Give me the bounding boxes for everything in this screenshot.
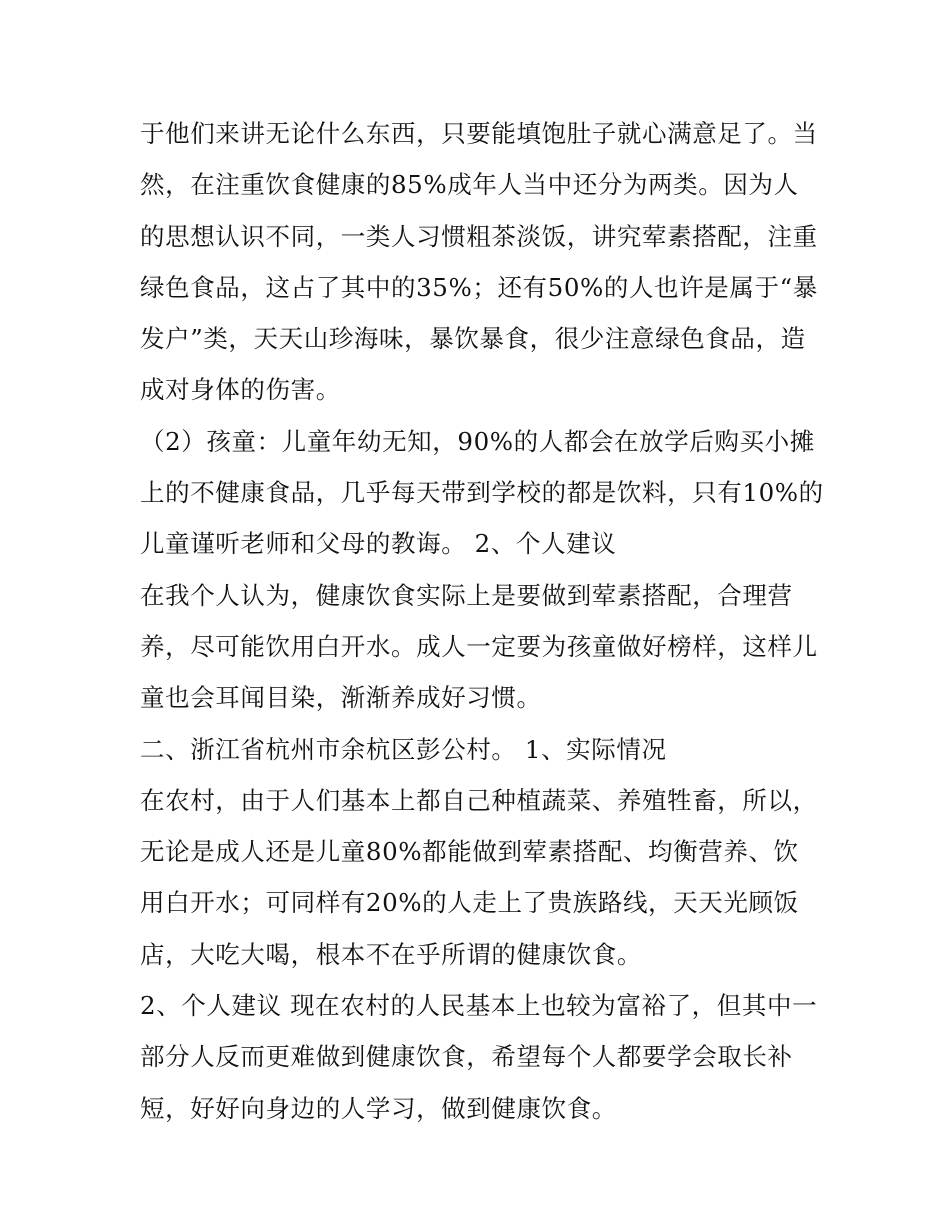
- text-line: （2）孩童：儿童年幼无知，90%的人都会在放学后购买小摊: [140, 426, 815, 456]
- text-line: 在我个人认为，健康饮食实际上是要做到荤素搭配，合理营: [140, 580, 793, 610]
- document-body: [140, 108, 824, 1134]
- text-line: 2、个人建议 现在农村的人民基本上也较为富裕了，但其中一: [140, 991, 818, 1021]
- text-line: 店，大吃大喝，根本不在乎所谓的健康饮食。: [140, 939, 642, 969]
- text-line: 短，好好向身边的人学习，做到健康饮食。: [140, 1093, 617, 1123]
- text-line: 用白开水；可同样有20%的人走上了贵族路线，天天光顾饭: [140, 888, 799, 918]
- text-line: 然，在注重饮食健康的85%成年人当中还分为两类。因为人: [140, 170, 799, 200]
- text-line: 绿色食品，这占了其中的35%；还有50%的人也许是属于“暴: [140, 272, 818, 302]
- text-line: 发户”类，天天山珍海味，暴饮暴食，很少注意绿色食品，造: [140, 324, 806, 354]
- text-line: 在农村，由于人们基本上都自己种植蔬菜、养殖牲畜，所以，: [140, 785, 818, 815]
- text-line: 成对身体的伤害。: [140, 375, 341, 405]
- text-line: 无论是成人还是儿童80%都能做到荤素搭配、均衡营养、饮: [140, 837, 799, 867]
- text-line: 儿童谨听老师和父母的教诲。 2、个人建议: [140, 529, 617, 559]
- text-line: 的思想认识不同，一类人习惯粗茶淡饭，讲究荤素搭配，注重: [140, 221, 818, 251]
- text-line: 养，尽可能饮用白开水。成人一定要为孩童做好榜样，这样儿: [140, 631, 818, 661]
- text-line: 童也会耳闻目染，渐渐养成好习惯。: [140, 683, 542, 713]
- text-line: 二、浙江省杭州市余杭区彭公村。 1、实际情况: [140, 734, 667, 764]
- text-line: 于他们来讲无论什么东西，只要能填饱肚子就心满意足了。当: [140, 119, 818, 148]
- text-line: 部分人反而更难做到健康饮食，希望每个人都要学会取长补: [140, 1042, 793, 1072]
- text-line: 上的不健康食品，几乎每天带到学校的都是饮料，只有10%的: [140, 478, 824, 508]
